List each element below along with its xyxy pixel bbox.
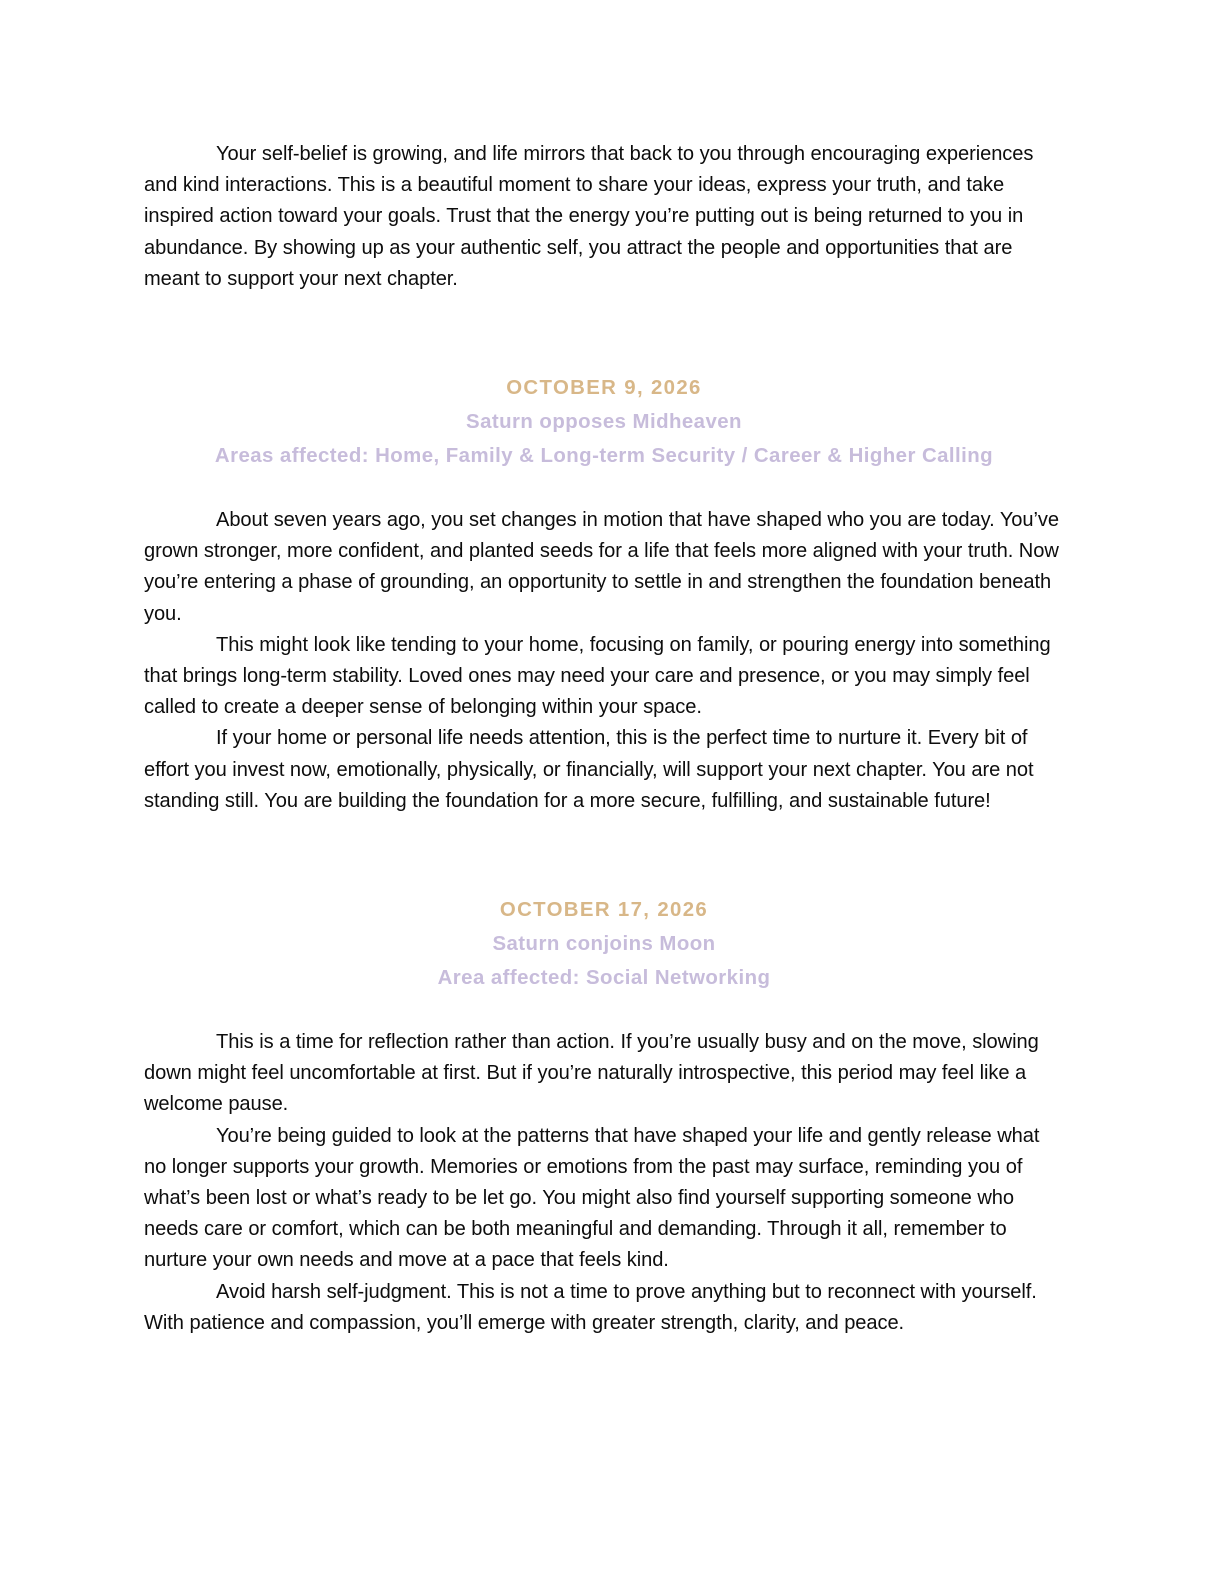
heading-spacer xyxy=(144,473,1064,505)
transit-areas-affected: Areas affected: Home, Family & Long-term Security / Career & Higher Calling xyxy=(214,445,994,468)
transit-heading-october-9 xyxy=(144,371,1064,473)
body-paragraph: If your home or personal life needs attention, this is the perfect time to nurture it. Every bit of effort you invest now, emotionally, physically, or financially, will support your next chapter. You are not standing still. You are building the foundation for a more secure, fulfilling, and sustainable future! xyxy=(144,727,1034,812)
heading-spacer xyxy=(144,995,1064,1027)
section-october-9-2026 xyxy=(144,371,1064,817)
section-october-17-2026 xyxy=(144,893,1064,1339)
section-intro-continuation xyxy=(144,139,1064,295)
body-paragraph: This is a time for reflection rather than action. If you’re usually busy and on the move, slowing down might feel uncomfortable at first. But if you’re naturally introspective, this period may feel like a welcome pause. xyxy=(144,1031,1039,1116)
transit-date: OCTOBER 17, 2026 xyxy=(499,899,709,922)
body-paragraph: You’re being guided to look at the patterns that have shaped your life and gently release what no longer supports your growth. Memories or emotions from the past may surface, reminding you of what’s been lost or what’s ready to be let go. You might also find yourself supporting someone who needs care or comfort, which can be both meaningful and demanding. Through it all, remember to nurture your own needs and move at a pace that feels kind. xyxy=(144,1124,1040,1272)
body-paragraph: Your self-belief is growing, and life mirrors that back to you through encouraging experiences and kind interactions. This is a beautiful moment to share your ideas, express your truth, and take inspired action toward your goals. Trust that the energy you’re putting out is being returned to you in abundance. By showing up as your authentic self, you attract the people and opportunities that are meant to support your next chapter. xyxy=(144,143,1034,290)
body-paragraph: About seven years ago, you set changes in motion that have shaped who you are today. You’ve grown stronger, more confident, and planted seeds for a life that feels more aligned with your truth. Now you’re entering a phase of grounding, an opportunity to settle in and strengthen the foundation beneath you. xyxy=(144,509,1059,625)
document-content xyxy=(144,139,1064,1339)
body-paragraph: Avoid harsh self-judgment. This is not a time to prove anything but to reconnect with yourself. With patience and compassion, you’ll emerge with greater strength, clarity, and peace. xyxy=(144,1280,1037,1334)
section-spacer xyxy=(144,295,1064,371)
section-body-october-17 xyxy=(144,1027,1064,1339)
transit-aspect: Saturn conjoins Moon xyxy=(492,933,716,956)
section-spacer xyxy=(144,817,1064,893)
transit-date: OCTOBER 9, 2026 xyxy=(506,377,702,400)
transit-areas-affected: Area affected: Social Networking xyxy=(437,967,771,990)
section-body-october-9 xyxy=(144,505,1064,817)
body-paragraph: This might look like tending to your home, focusing on family, or pouring energy into something that brings long-term stability. Loved ones may need your care and presence, or you may simply feel called to create a deeper sense of belonging within your space. xyxy=(144,633,1051,719)
transit-aspect: Saturn opposes Midheaven xyxy=(466,411,742,434)
transit-heading-october-17 xyxy=(144,893,1064,995)
